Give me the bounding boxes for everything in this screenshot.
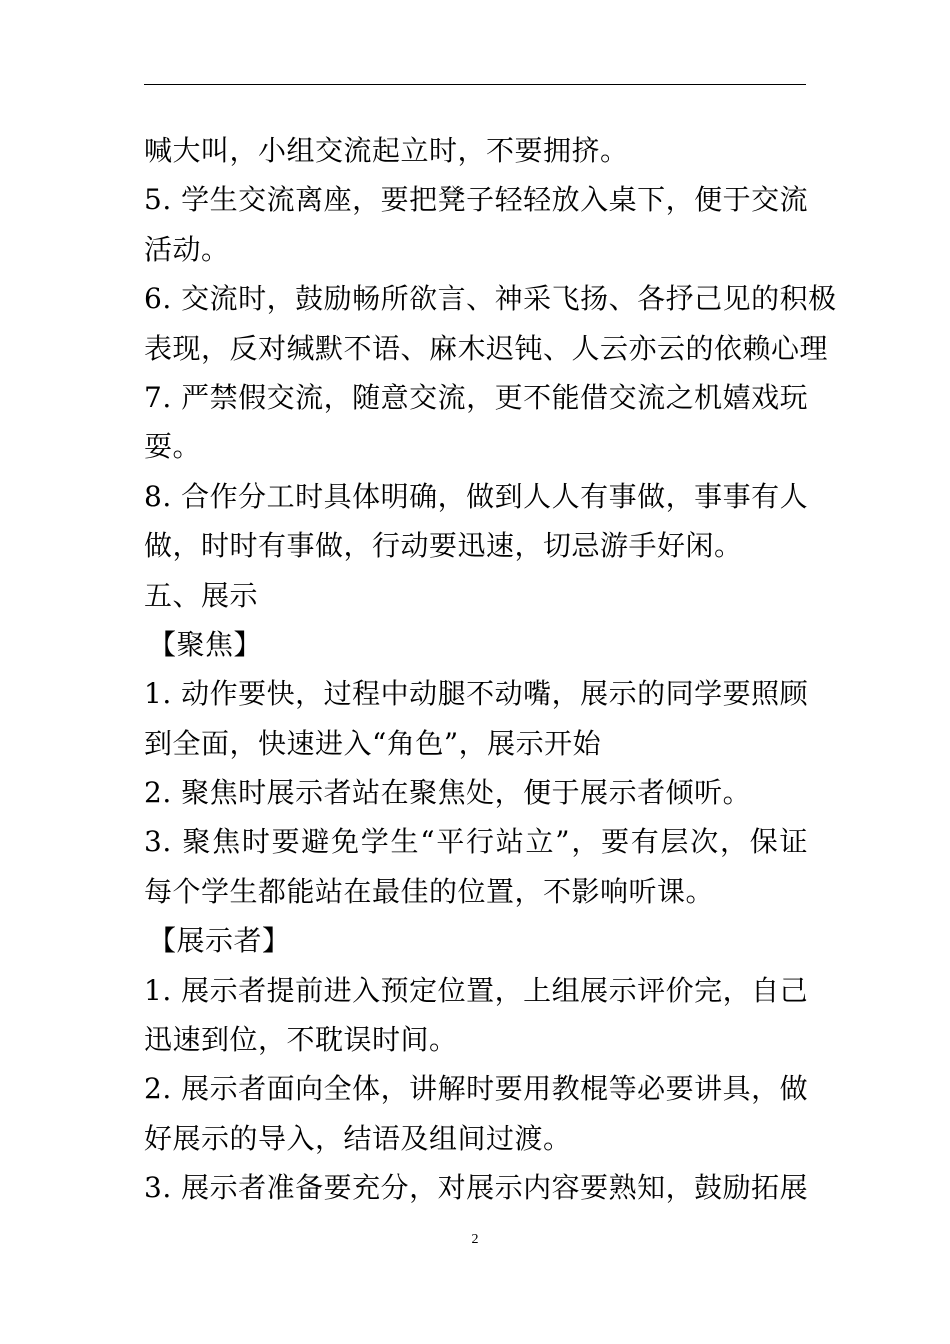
text-line: 7. 严禁假交流，随意交流，更不能借交流之机嬉戏玩	[144, 380, 809, 414]
text-line: 2. 展示者面向全体，讲解时要用教棍等必要讲具，做	[144, 1072, 809, 1106]
text-line: 3. 聚焦时要避免学生“平行站立”，要有层次，保证	[144, 825, 808, 859]
text-line: 5. 学生交流离座，要把凳子轻轻放入桌下，便于交流	[144, 183, 809, 217]
text-line: 好展示的导入，结语及组间过渡。	[144, 1121, 572, 1155]
text-line: 【聚焦】	[148, 627, 263, 661]
text-line: 喊大叫，小组交流起立时，不要拥挤。	[144, 134, 629, 167]
text-line: 迅速到位，不耽误时间。	[144, 1023, 458, 1057]
text-line: 五、展示	[144, 578, 259, 612]
text-line: 表现，反对缄默不语、麻木迟钝、人云亦云的依赖心理	[144, 331, 829, 365]
text-line: 1. 动作要快，过程中动腿不动嘴，展示的同学要照顾	[144, 677, 809, 711]
text-line: 活动。	[144, 232, 230, 266]
text-line: 1. 展示者提前进入预定位置，上组展示评价完，自己	[144, 973, 809, 1007]
text-line: 做，时时有事做，行动要迅速，切忌游手好闲。	[144, 529, 743, 563]
header-rule	[144, 84, 806, 85]
text-line: 6. 交流时，鼓励畅所欲言、神采飞扬、各抒己见的积极	[144, 282, 837, 316]
text-line: 耍。	[144, 430, 202, 464]
text-line: 3. 展示者准备要充分，对展示内容要熟知，鼓励拓展	[144, 1171, 809, 1205]
document-body	[144, 126, 837, 1213]
text-line: 每个学生都能站在最佳的位置，不影响听课。	[144, 874, 715, 908]
text-line: 到全面，快速进入“角色”，展示开始	[144, 726, 602, 760]
text-line: 【展示者】	[148, 924, 291, 958]
page-number: 2	[471, 1232, 479, 1247]
text-line: 8. 合作分工时具体明确，做到人人有事做，事事有人	[144, 479, 809, 513]
text-line: 2. 聚焦时展示者站在聚焦处，便于展示者倾听。	[144, 776, 752, 810]
